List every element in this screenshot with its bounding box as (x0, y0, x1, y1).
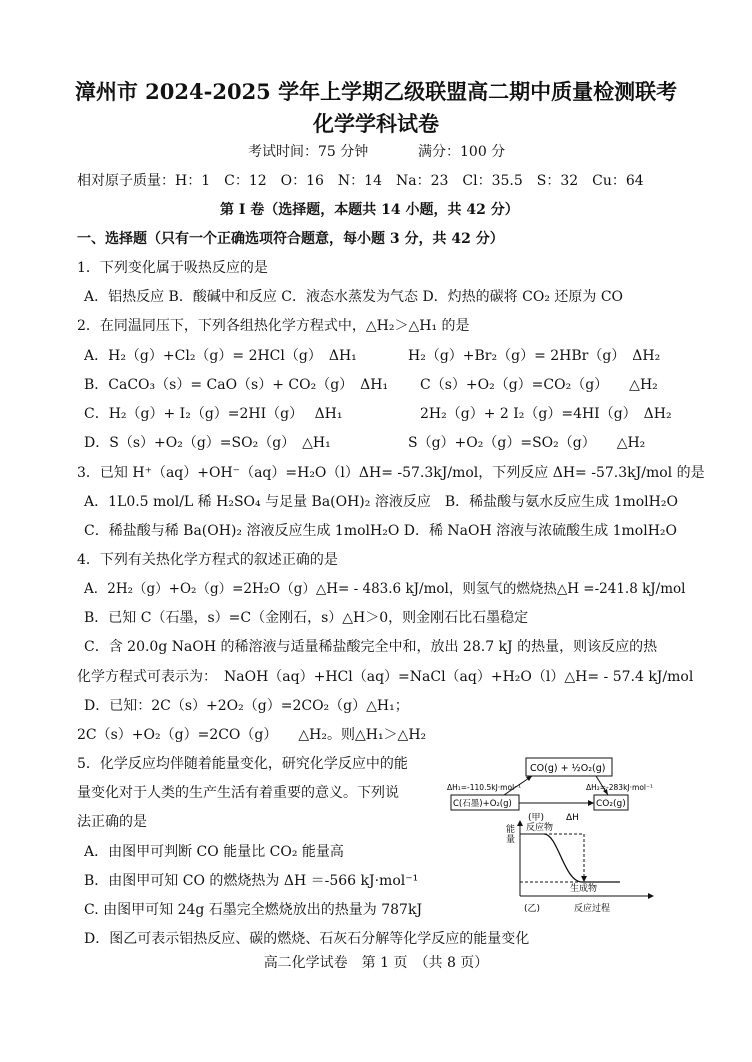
q4-option-d-line1: D．已知：2C（s）+2O₂（g）=2CO₂（g）△H₁； (84, 698, 409, 714)
box-co-label: CO(g) + ½O₂(g) (530, 763, 606, 774)
q2-d-left: D．S（s）+O₂（g）=SO₂（g） △H₁ (84, 435, 331, 451)
q1-stem: 1．下列变化属于吸热反应的是 (77, 260, 268, 276)
figure-jia (446, 752, 670, 824)
q4-stem: 4．下列有关热化学方程式的叙述正确的是 (77, 552, 338, 568)
q5-stem-line2: 量变化对于人类的生产生活有着重要的意义。下列说 (77, 785, 399, 801)
q5-option-d: D．图乙可表示铝热反应、碳的燃烧、石灰石分解等化学反应的能量变化 (84, 931, 530, 947)
q4-option-d-line2: 2C（s）+O₂（g）=2CO（g） △H₂。则△H₁＞△H₂ (77, 727, 427, 743)
q2-b-left: B．CaCO₃（s）= CaO（s）+ CO₂（g） ΔH₁ (84, 377, 389, 393)
page-footer: 高二化学试卷 第 1 页 （共 8 页） (263, 955, 489, 971)
product-label: 生成物 (570, 884, 598, 894)
q3-options-cd: C．稀盐酸与稀 Ba(OH)₂ 溶液反应生成 1molH₂O D．稀 NaOH 溶液与浓硫酸生成 1molH₂O (84, 523, 678, 539)
box-co2-label: CO₂(g) (596, 799, 626, 809)
y-axis-label-2: 量 (506, 835, 516, 845)
dh-label: ΔH (566, 813, 579, 823)
exam-title-line2: 化学学科试卷 (313, 111, 439, 136)
caption-yi: (乙) (524, 904, 541, 914)
q2-c-left: C．H₂（g）+ I₂（g）=2HI（g） ΔH₁ (84, 406, 343, 422)
q4-option-a: A．2H₂（g）+O₂（g）=2H₂O（g）△H= - 483.6 kJ/mol，则氢气的燃烧热△H =-241.8 kJ/mol (84, 581, 686, 597)
exam-time: 考试时间：75 分钟 (248, 144, 369, 160)
q4-option-c-line2: 化学方程式可表示为： NaOH（aq）+HCl（aq）=NaCl（aq）+H₂O（l）△H= - 57.4 kJ/mol (77, 669, 694, 685)
q5-option-b: B．由图甲可知 CO 的燃烧热为 ΔH ＝-566 kJ·mol⁻¹ (84, 873, 419, 889)
q1-options: A．铝热反应 B．酸碱中和反应 C．液态水蒸发为气态 D．灼热的碳将 CO₂ 还原为 CO (84, 289, 624, 305)
q5-option-c: C. 由图甲可知 24g 石墨完全燃烧放出的热量为 787kJ (84, 902, 423, 918)
volume-title: 第 I 卷（选择题，本题共 14 小题，共 42 分） (220, 202, 519, 218)
figure-yi (500, 820, 680, 920)
q5-stem-line1: 5．化学反应均伴随着能量变化，研究化学反应中的能 (77, 756, 408, 772)
energy-curve (544, 834, 620, 882)
arrow-dh-head (588, 800, 594, 806)
part-title: 一、选择题（只有一个正确选项符合题意，每小题 3 分，共 42 分） (77, 231, 504, 247)
arrow-dh1-head (526, 776, 532, 781)
q3-stem: 3．已知 H⁺（aq）+OH⁻（aq）=H₂O（l）ΔH= -57.3kJ/mol，下列反应 ΔH= -57.3kJ/mol 的是 (77, 465, 705, 481)
q3-options-ab: A．1L0.5 mol/L 稀 H₂SO₄ 与足量 Ba(OH)₂ 溶液反应 B．稀盐酸与氨水反应生成 1molH₂O (84, 494, 678, 510)
dh2-label: ΔH₂=-283kJ·mol⁻¹ (586, 783, 653, 792)
q2-a-right: H₂（g）+Br₂（g）= 2HBr（g） ΔH₂ (408, 348, 661, 364)
x-axis-arrow (648, 893, 654, 899)
full-score: 满分：100 分 (418, 144, 506, 160)
q2-a-left: A．H₂（g）+Cl₂（g）= 2HCl（g） ΔH₁ (84, 348, 357, 364)
q2-d-right: S（g）+O₂（g）=SO₂（g） △H₂ (408, 435, 646, 451)
q4-option-c-line1: C．含 20.0g NaOH 的稀溶液与适量稀盐酸完全中和，放出 28.7 kJ 的热量，则该反应的热 (84, 639, 658, 655)
exam-title-line1: 漳州市 2024-2025 学年上学期乙级联盟高二期中质量检测联考 (74, 79, 678, 104)
reactant-label: 反应物 (526, 823, 554, 833)
atomic-masses: 相对原子质量：H：1 C：12 O：16 N：14 Na：23 Cl：35.5 S：32 Cu：64 (77, 173, 644, 189)
q4-option-b: B．已知 C（石墨，s）=C（金刚石，s）△H＞0，则金刚石比石墨稳定 (84, 610, 529, 626)
q2-b-right: C（s）+O₂（g）=CO₂（g） △H₂ (420, 377, 658, 393)
q5-stem-line3: 法正确的是 (77, 814, 147, 830)
dh1-label: ΔH₁=-110.5kJ·mol⁻¹ (447, 783, 522, 792)
y-axis-label-1: 能 (506, 825, 516, 835)
q2-stem: 2．在同温同压下，下列各组热化学方程式中，△H₂＞△H₁ 的是 (77, 318, 470, 334)
box-graphite-label: C(石墨)+O₂(g) (453, 799, 512, 809)
y-axis-arrow (517, 820, 523, 826)
caption-jia: (甲) (528, 813, 545, 823)
q2-c-right: 2H₂（g）+ 2 I₂（g）=4HI（g） ΔH₂ (420, 406, 672, 422)
energy-gap-arrow (581, 876, 587, 882)
q5-option-a: A．由图甲可判断 CO 能量比 CO₂ 能量高 (84, 844, 344, 860)
x-axis-label: 反应过程 (574, 904, 611, 914)
